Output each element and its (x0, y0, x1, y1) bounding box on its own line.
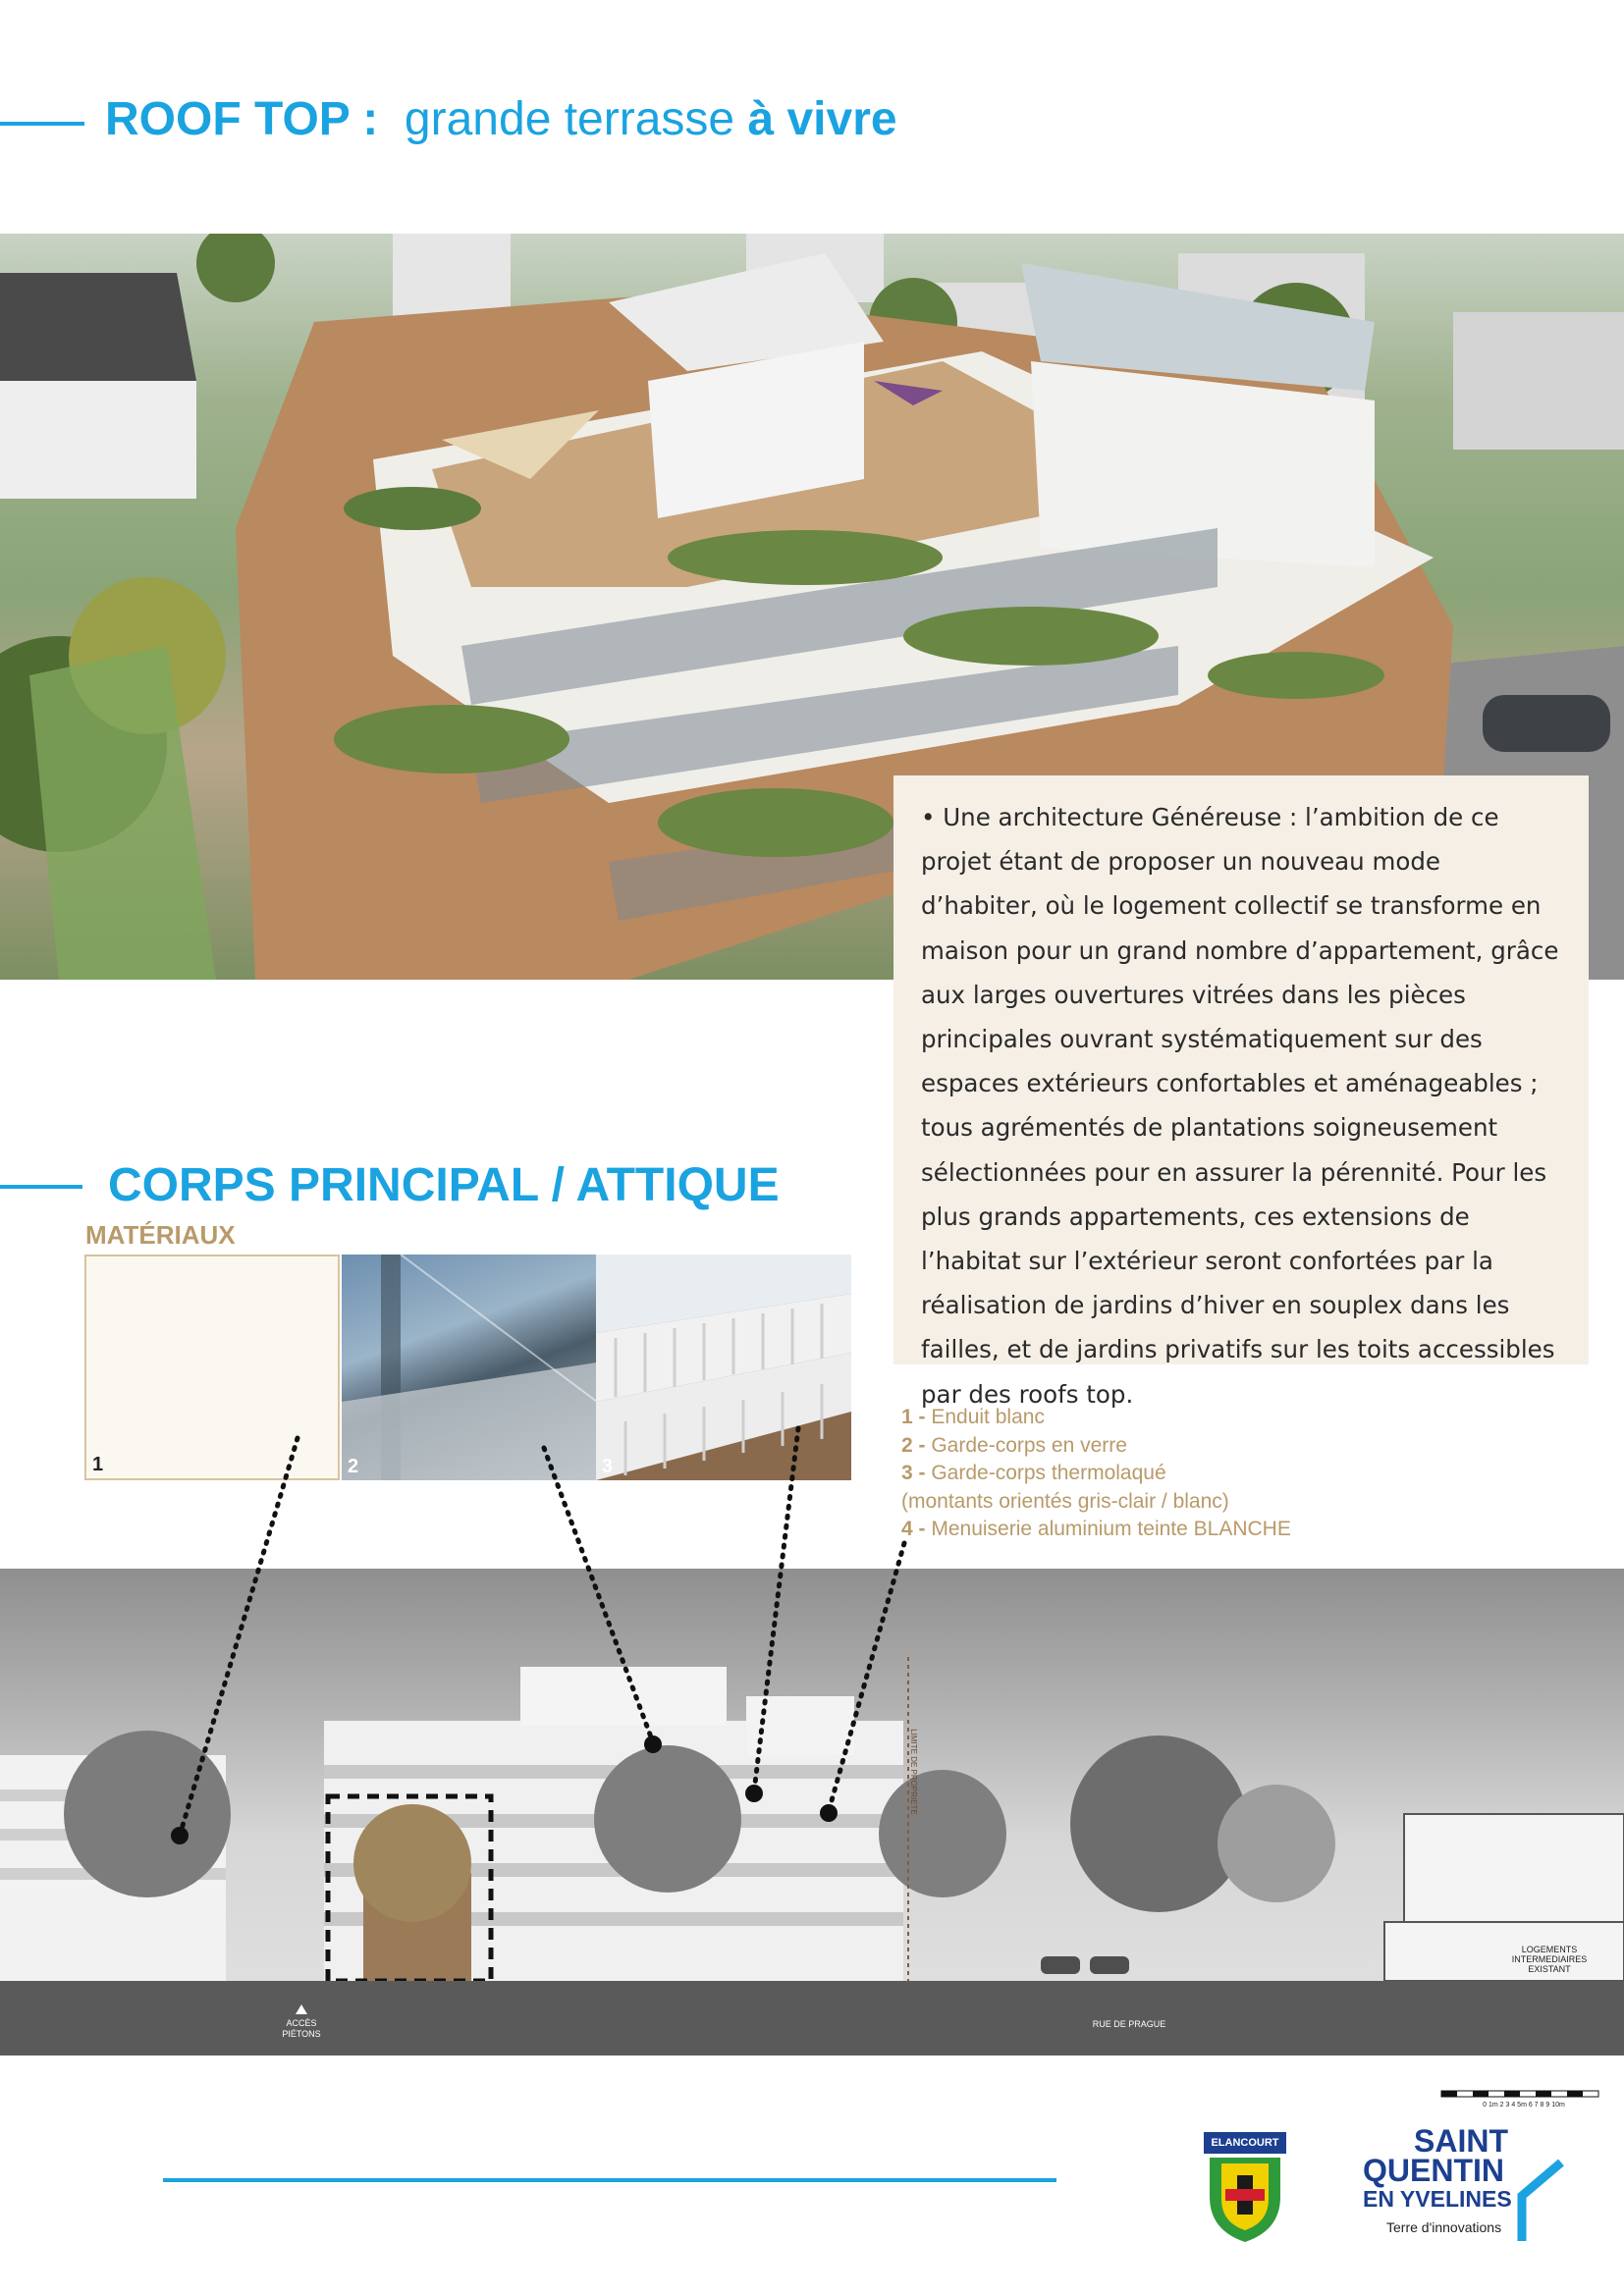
sqy-line1: SAINT (1414, 2123, 1508, 2159)
rue-de-prague-label: RUE DE PRAGUE (1092, 2019, 1166, 2029)
description-text: • Une architecture Généreuse : l’ambition de ce projet étant de proposer un nouveau mode d’habiter, où le logement collectif se transforme en maison pour un grand nombre d’appartement, grâce aux larges ouvertures vitrées dans les pièces principales ouvrant systématiquement sur des espaces extérieurs confortables et aménageables ; tous agrémentés de plantations soigneusement sélectionnées pour en assurer la pérennité. Pour les plus grands appartements, ces extensions de l’habitat sur l’extérieur seront confortées par la réalisation de jardins d’hiver en souplex dans les failles, et de jardins privatifs sur les toits accessibles par des roofs top. (921, 803, 1559, 1409)
property-line-label: LIMITE DE PROPRIETE (909, 1729, 918, 1815)
swatch-number: 2 (348, 1456, 359, 1477)
scale-bar-label: 0 1m 2 3 4 5m 6 7 8 9 10m (1483, 2102, 1565, 2109)
saint-quentin-logo (1355, 2125, 1571, 2248)
logements-label: LOGEMENTS INTERMEDIAIRES EXISTANT (1511, 1945, 1588, 1974)
sqy-line3: EN YVELINES (1363, 2186, 1512, 2212)
sqy-swoosh-icon (1512, 2125, 1571, 2243)
legend-item-3-detail: (montants orientés gris-clair / blanc) (901, 1489, 1229, 1513)
legend-item-2: 2 - Garde-corps en verre (901, 1433, 1127, 1457)
sqy-line2: QUENTIN (1363, 2153, 1504, 2188)
elancourt-logo-text: ELANCOURT (1211, 2137, 1279, 2149)
acces-pietons-label: ACCÈS PIÉTONS (282, 2018, 321, 2039)
legend-item-3: 3 - Garde-corps thermolaqué (901, 1462, 1166, 1484)
materials-label: MATÉRIAUX (85, 1220, 236, 1250)
sqy-tagline: Terre d'innovations (1386, 2219, 1502, 2235)
swatch-number: 3 (602, 1456, 614, 1477)
legend-item-4: 4 - Menuiserie aluminium teinte BLANCHE (901, 1518, 1291, 1540)
bottom-rule (163, 2178, 1056, 2182)
legend-item-1: 1 - Enduit blanc (901, 1406, 1045, 1428)
corps-title: CORPS PRINCIPAL / ATTIQUE (108, 1159, 780, 1211)
swatch-number: 1 (92, 1454, 104, 1475)
elancourt-logo (1198, 2128, 1292, 2246)
roof-top-title: ROOF TOP : grande terrasse à vivre (105, 93, 897, 145)
